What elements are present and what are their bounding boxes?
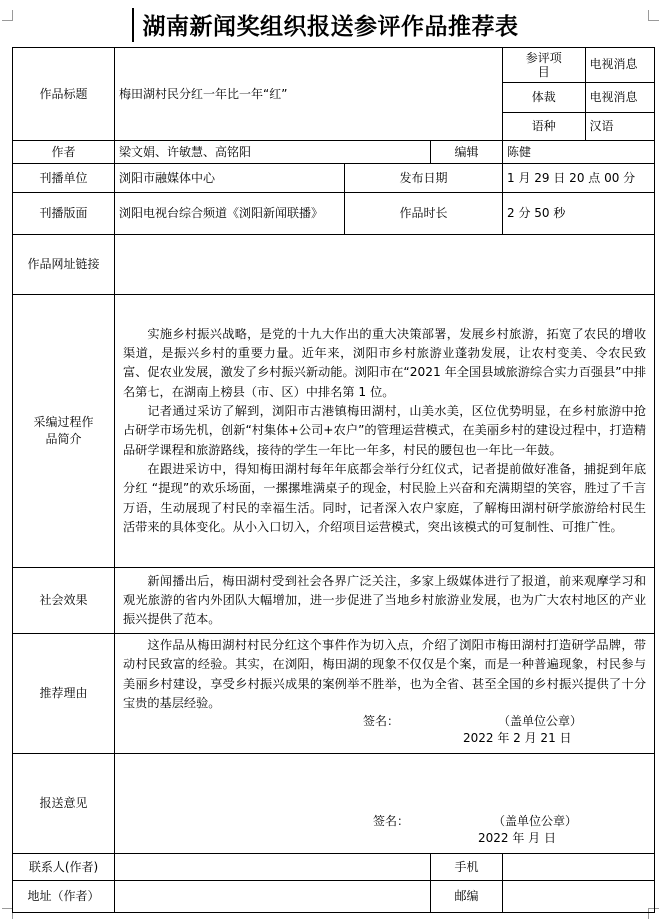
process-intro-text[interactable] <box>115 295 655 568</box>
seal-note: （盖单位公章） <box>493 814 578 828</box>
seal-note: （盖单位公章） <box>498 714 583 729</box>
publisher-value[interactable]: 浏阳市融媒体中心 <box>115 164 345 193</box>
recommend-reason-text[interactable] <box>115 634 655 754</box>
genre-value[interactable]: 电视消息 <box>585 82 654 112</box>
duration-value[interactable]: 2 分 50 秒 <box>503 193 655 235</box>
process-intro-label: 采编过程作品简介 <box>13 295 115 568</box>
submit-signature-block <box>123 813 646 853</box>
contact-label: 联系人(作者) <box>13 854 115 881</box>
postcode-label: 邮编 <box>431 881 503 913</box>
sign-date: 2022 年 2 月 21 日 <box>463 731 572 746</box>
language-label: 语种 <box>503 112 585 140</box>
phone-value[interactable] <box>503 854 655 881</box>
address-label: 地址（作者） <box>13 881 115 913</box>
author-value[interactable]: 梁文娟、许敏慧、高铭阳 <box>115 141 431 164</box>
social-effect-paragraph: 新闻播出后，梅田湖村受到社会各界广泛关注，多家上级媒体进行了报道，前来观摩学习和观光旅游的省内外团队大幅增加，进一步促进了当地乡村旅游业发展，也为广大农村地区的产业振兴提供了范本。 <box>123 573 647 627</box>
signature-label: 签名： <box>363 714 400 729</box>
work-title-value[interactable]: 梅田湖村民分红一年比一年“红” <box>115 48 503 141</box>
entry-category-label: 参评项目 <box>503 48 585 82</box>
intro-paragraph: 记者通过采访了解到，浏阳市古港镇梅田湖村，山美水美，区位优势明显，在乡村旅游中抢占研学市场先机，创新“村集体+公司+农户”的管理运营模式，在美丽乡村的建设过程中，打造精品研学课程和旅游路线，接待的学生一年比一年多，村民的腰包也一年比一年鼓。 <box>123 404 647 457</box>
intro-paragraph: 在跟进采访中，得知梅田湖村每年年底都会举行分红仪式，记者提前做好准备，捕捉到年底分红 “提现”的欢乐场面，一摞摞堆满桌子的现金，村民脸上兴奋和充满期望的笑容，胜过了千言万语，生动展现了村民的幸福生活。同时，记者深入农户家庭，了解梅田湖村研学旅游给村民生活带来的具体变化。从小入口切入，介绍项目运营模式，突出该模式的可复制性、可推广性。 <box>123 461 647 534</box>
contact-value[interactable] <box>115 854 431 881</box>
editor-value[interactable]: 陈健 <box>503 141 655 164</box>
submit-opinion-text[interactable] <box>115 754 655 854</box>
recommend-reason-label: 推荐理由 <box>13 634 115 754</box>
editor-label: 编辑 <box>431 141 503 164</box>
postcode-value[interactable] <box>503 881 655 913</box>
recommend-reason-paragraph: 这作品从梅田湖村村民分红这个事件作为切入点，介绍了浏阳市梅田湖村打造研学品牌，带动村民致富的经验。其实，在浏阳，梅田湖的现象不仅仅是个案，而是一种普遍现象，村民参与美丽乡村建设，享受乡村振兴成果的案例举不胜举，也为全省、甚至全国的乡村振兴提供了十分宝贵的基层经验。 <box>123 638 647 710</box>
entry-category-value[interactable]: 电视消息 <box>585 48 654 82</box>
address-value[interactable] <box>115 881 431 913</box>
work-title-label: 作品标题 <box>13 48 115 141</box>
submit-opinion-label: 报送意见 <box>13 754 115 854</box>
social-effect-label: 社会效果 <box>13 568 115 634</box>
intro-paragraph: 实施乡村振兴战略，是党的十九大作出的重大决策部署，发展乡村旅游，拓宽了农民的增收渠道，是振兴乡村的重要力量。近年来，浏阳市乡村旅游业蓬勃发展，让农村变美、令农民致富、促农业发展，激发了乡村振兴新动能。浏阳市在“2021 年全国县域旅游综合实力百强县”中排名第七，在湖南上榜县（市、区）中排名第 1 位。 <box>123 326 647 399</box>
author-label: 作者 <box>13 141 115 164</box>
publisher-label: 刊播单位 <box>13 164 115 193</box>
text-cursor <box>132 8 134 42</box>
language-value[interactable]: 汉语 <box>589 118 614 133</box>
phone-label: 手机 <box>431 854 503 881</box>
publish-date-label: 发布日期 <box>345 164 503 193</box>
recommend-signature-block <box>123 713 646 747</box>
signature-label: 签名： <box>373 814 410 828</box>
publish-section-label: 刊播版面 <box>13 193 115 235</box>
sign-date: 2022 年 月 日 <box>478 831 556 845</box>
duration-label: 作品时长 <box>345 193 503 235</box>
url-label: 作品网址链接 <box>13 235 115 295</box>
recommendation-form-table <box>12 47 655 913</box>
genre-label: 体裁 <box>503 82 585 112</box>
publish-date-value[interactable]: 1 月 29 日 20 点 00 分 <box>503 164 655 193</box>
url-value[interactable] <box>115 235 655 295</box>
publish-section-value[interactable]: 浏阳电视台综合频道《浏阳新闻联播》 <box>115 193 345 235</box>
social-effect-text[interactable] <box>115 568 655 634</box>
document-title[interactable]: 湖南新闻奖组织报送参评作品推荐表 <box>142 13 519 40</box>
